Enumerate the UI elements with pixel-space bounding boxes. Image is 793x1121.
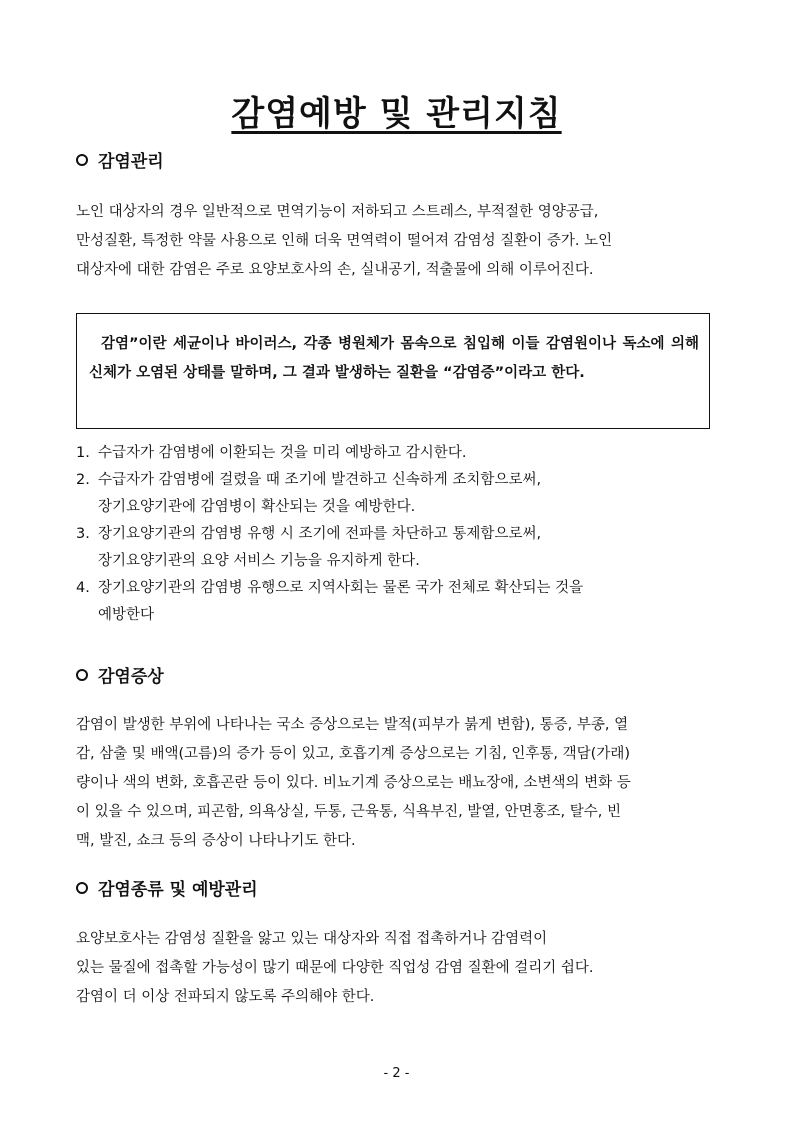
- prevention-goals-list: [76, 440, 716, 629]
- section-heading-infection-symptoms: [76, 662, 164, 687]
- list-line: 장기요양기관의 감염병 유행으로 지역사회는 물론 국가 전체로 확산되는 것을: [98, 580, 584, 596]
- list-line: 예방한다: [98, 607, 155, 623]
- list-number: 4.: [76, 580, 90, 596]
- list-line: 수급자가 감염병에 걸렸을 때 조기에 발견하고 신속하게 조치함으로써,: [98, 472, 542, 488]
- list-item: [76, 440, 716, 467]
- page-number: - 2 -: [383, 1066, 410, 1081]
- paragraph-line: 만성질환, 특정한 약물 사용으로 인해 더욱 면역력이 떨어져 감염성 질환이 증가. 노인: [76, 233, 613, 249]
- list-item: [76, 521, 716, 575]
- circle-bullet-icon: [76, 154, 88, 166]
- paragraph-line: 요양보호사는 감염성 질환을 앓고 있는 대상자와 직접 접촉하거나 감염력이: [76, 931, 548, 947]
- list-line: 장기요양기관의 감염병 유행 시 조기에 전파를 차단하고 통제함으로써,: [98, 526, 542, 542]
- paragraph-line: 대상자에 대한 감염은 주로 요양보호사의 손, 실내공기, 적출물에 의해 이루어진다.: [76, 262, 594, 278]
- definition-box: [76, 313, 710, 429]
- paragraph-line: 감염이 더 이상 전파되지 않도록 주의해야 한다.: [76, 989, 375, 1005]
- section-heading-label: 감염종류 및 예방관리: [98, 880, 258, 900]
- list-number: 2.: [76, 472, 90, 488]
- section-heading-infection-types: [76, 875, 258, 900]
- list-line: 장기요양기관에 감염병이 확산되는 것을 예방한다.: [98, 499, 416, 515]
- list-line: 장기요양기관의 요양 서비스 기능을 유지하게 한다.: [98, 553, 420, 569]
- list-number: 1.: [76, 445, 90, 461]
- paragraph-line: 노인 대상자의 경우 일반적으로 면역기능이 저하되고 스트레스, 부적절한 영양공급,: [76, 204, 599, 220]
- circle-bullet-icon: [76, 882, 88, 894]
- paragraph-line: 감염이 발생한 부위에 나타나는 국소 증상으로는 발적(피부가 붉게 변함), 통증, 부종, 열: [76, 717, 629, 733]
- paragraph-line: 이 있을 수 있으며, 피곤함, 의욕상실, 두통, 근육통, 식욕부진, 발열, 안면홍조, 탈수, 빈: [76, 804, 622, 820]
- paragraph-line: 량이나 색의 변화, 호흡곤란 등이 있다. 비뇨기계 증상으로는 배뇨장애, 소변색의 변화 등: [76, 775, 631, 791]
- infection-symptoms-paragraph: [76, 711, 718, 856]
- paragraph-line: 맥, 발진, 쇼크 등의 증상이 나타나기도 한다.: [76, 833, 356, 849]
- section-heading-label: 감염관리: [98, 152, 164, 172]
- list-line: 수급자가 감염병에 이환되는 것을 미리 예방하고 감시한다.: [98, 445, 467, 461]
- infection-management-paragraph: [76, 198, 718, 285]
- list-number: 3.: [76, 526, 90, 542]
- section-heading-infection-management: [76, 147, 164, 172]
- paragraph-line: 있는 물질에 접촉할 가능성이 많기 때문에 다양한 직업성 감염 질환에 걸리기 쉽다.: [76, 960, 594, 976]
- list-item: [76, 467, 716, 521]
- paragraph-line: 감, 삼출 및 배액(고름)의 증가 등이 있고, 호흡기계 증상으로는 기침, 인후통, 객담(가래): [76, 746, 630, 762]
- list-item: [76, 575, 716, 629]
- infection-types-paragraph: [76, 925, 718, 1012]
- circle-bullet-icon: [76, 669, 88, 681]
- section-heading-label: 감염증상: [98, 667, 164, 687]
- page-title: 감염예방 및 관리지침: [231, 94, 562, 134]
- definition-text: 감염”이란 세균이나 바이러스, 각종 병원체가 몸속으로 침입해 이들 감염원이나 독소에 의해 신체가 오염된 상태를 말하며, 그 결과 발생하는 질환을 “감염증”이라고 한다.: [89, 336, 699, 381]
